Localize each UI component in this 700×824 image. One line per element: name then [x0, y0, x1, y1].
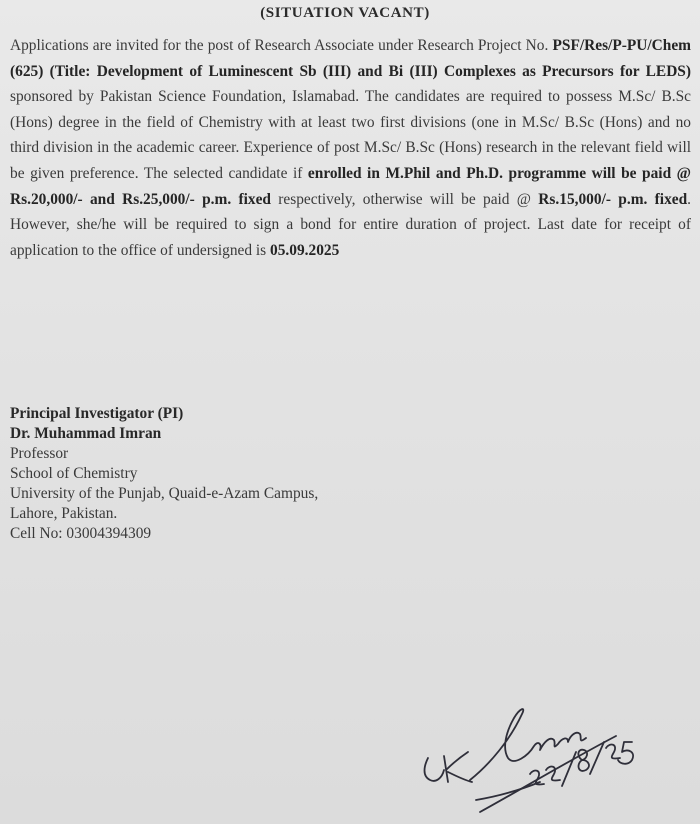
signature-stroke-k — [444, 752, 472, 782]
signatory-role: Principal Investigator (PI) — [10, 405, 184, 422]
signature-date-slash1 — [562, 752, 576, 786]
body-otherwise: respectively, otherwise will be paid @ — [270, 190, 539, 208]
signature-date-5 — [618, 742, 633, 764]
signatory-city: Lahore, Pakistan. — [10, 505, 118, 522]
project-number: PSF/Res/P-PU/Chem (625) (Title: Development of Luminescent Sb (III) and Bi (III) Complexes as Precursors for LEDS) — [10, 37, 691, 80]
handwritten-signature — [410, 700, 700, 824]
otherwise-stipend: Rs.15,000/- p.m. fixed — [538, 190, 688, 208]
signature-stroke-underline — [480, 736, 616, 812]
last-date: 05.09.2025 — [270, 241, 340, 259]
body-intro: Applications are invited for the post of Research Associate under Research Project No. — [10, 37, 549, 54]
page-title: (SITUATION VACANT) — [260, 5, 430, 21]
signatory-department: School of Chemistry — [10, 465, 138, 482]
signatory-cell: Cell No: 03004394309 — [10, 525, 152, 542]
signatory-university: University of the Punjab, Quaid-e-Azam Campus, — [10, 485, 319, 502]
body-closing: . However, she/he will be required to sign a bond for entire duration of project. Last date for receipt of application to the office of undersigned is — [10, 190, 692, 259]
signature-date-2c — [606, 745, 620, 759]
signature-stroke-initial — [425, 758, 445, 781]
signatory-block — [10, 404, 318, 544]
body-requirements: sponsored by Pakistan Science Foundation, Islamabad. The candidates are required to possess M.Sc/ B.Sc (Hons) degree in the field of Chemistry with at least two first divisions (one in M.Sc/ B.Sc (Hons) and no third division in the academic career. Experience of post M.Sc/ B.Sc (Hons) research in the relevant field will be given preference. The selected candidate if — [10, 88, 691, 182]
signatory-title: Professor — [10, 445, 69, 462]
signatory-name: Dr. Muhammad Imran — [10, 425, 162, 442]
enrolled-stipend: enrolled in M.Phil and Ph.D. programme will be paid @ Rs.20,000/- and Rs.25,000/- p.m. fixed — [10, 164, 692, 208]
advertisement-body — [10, 33, 691, 263]
